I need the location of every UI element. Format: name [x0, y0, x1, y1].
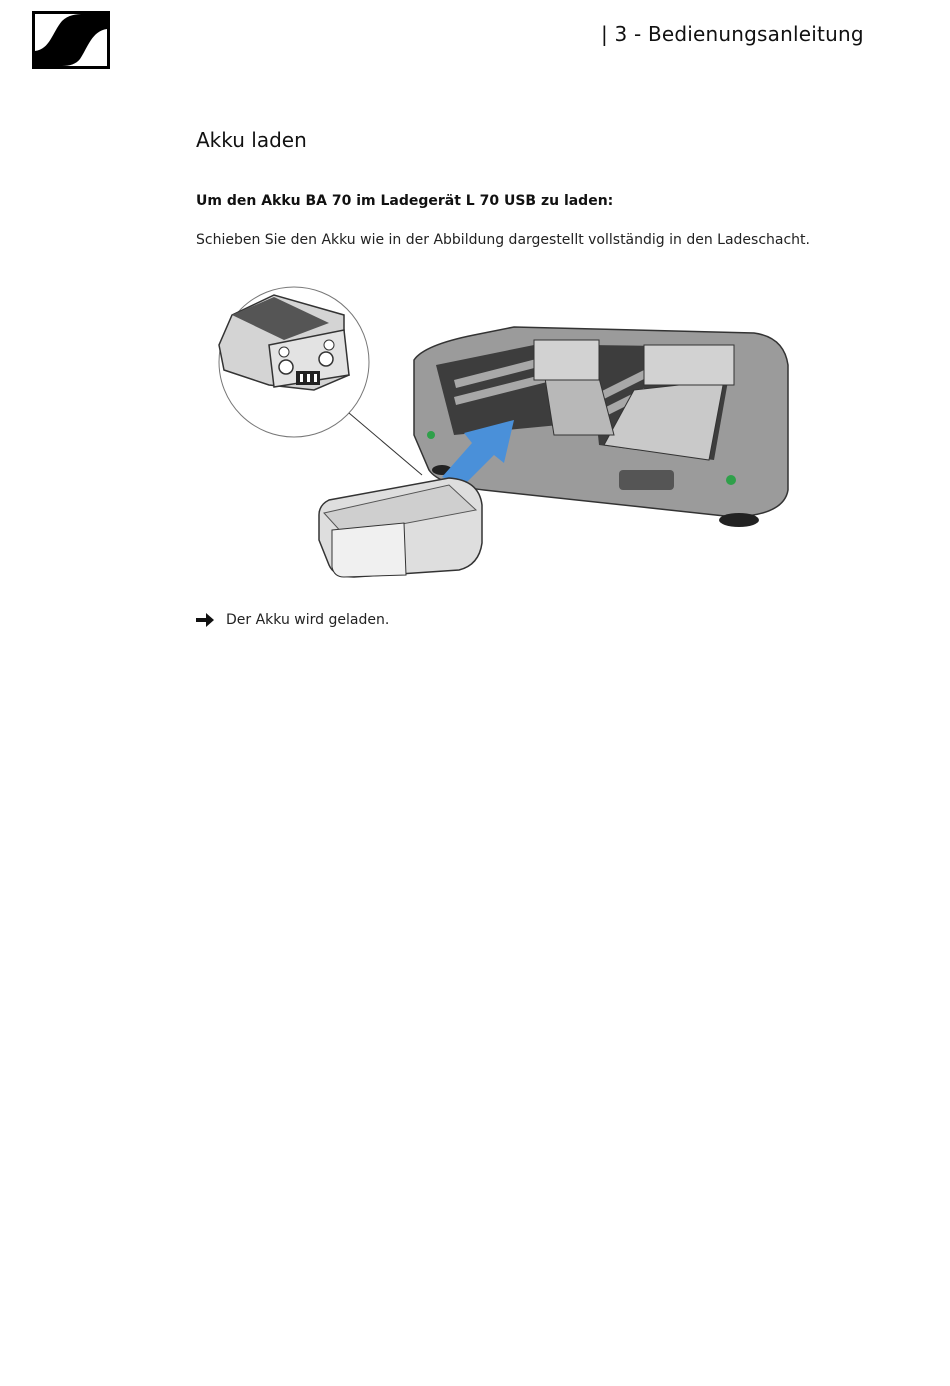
result-line [196, 612, 389, 628]
result-text: Der Akku wird geladen. [226, 612, 390, 628]
section-title: Akku laden [196, 128, 307, 152]
instruction-text: Schieben Sie den Akku wie in der Abbildung dargestellt vollständig in den Ladeschacht. [196, 232, 810, 248]
battery-charger-illustration [214, 285, 794, 585]
instruction-heading: Um den Akku BA 70 im Ladegerät L 70 USB zu laden: [196, 193, 614, 209]
document-header-title: | 3 - Bedienungsanleitung [601, 22, 864, 46]
sennheiser-logo [32, 11, 110, 69]
right-arrow-icon [196, 613, 214, 627]
battery-pack [319, 478, 482, 577]
battery-contacts-detail [219, 287, 369, 437]
